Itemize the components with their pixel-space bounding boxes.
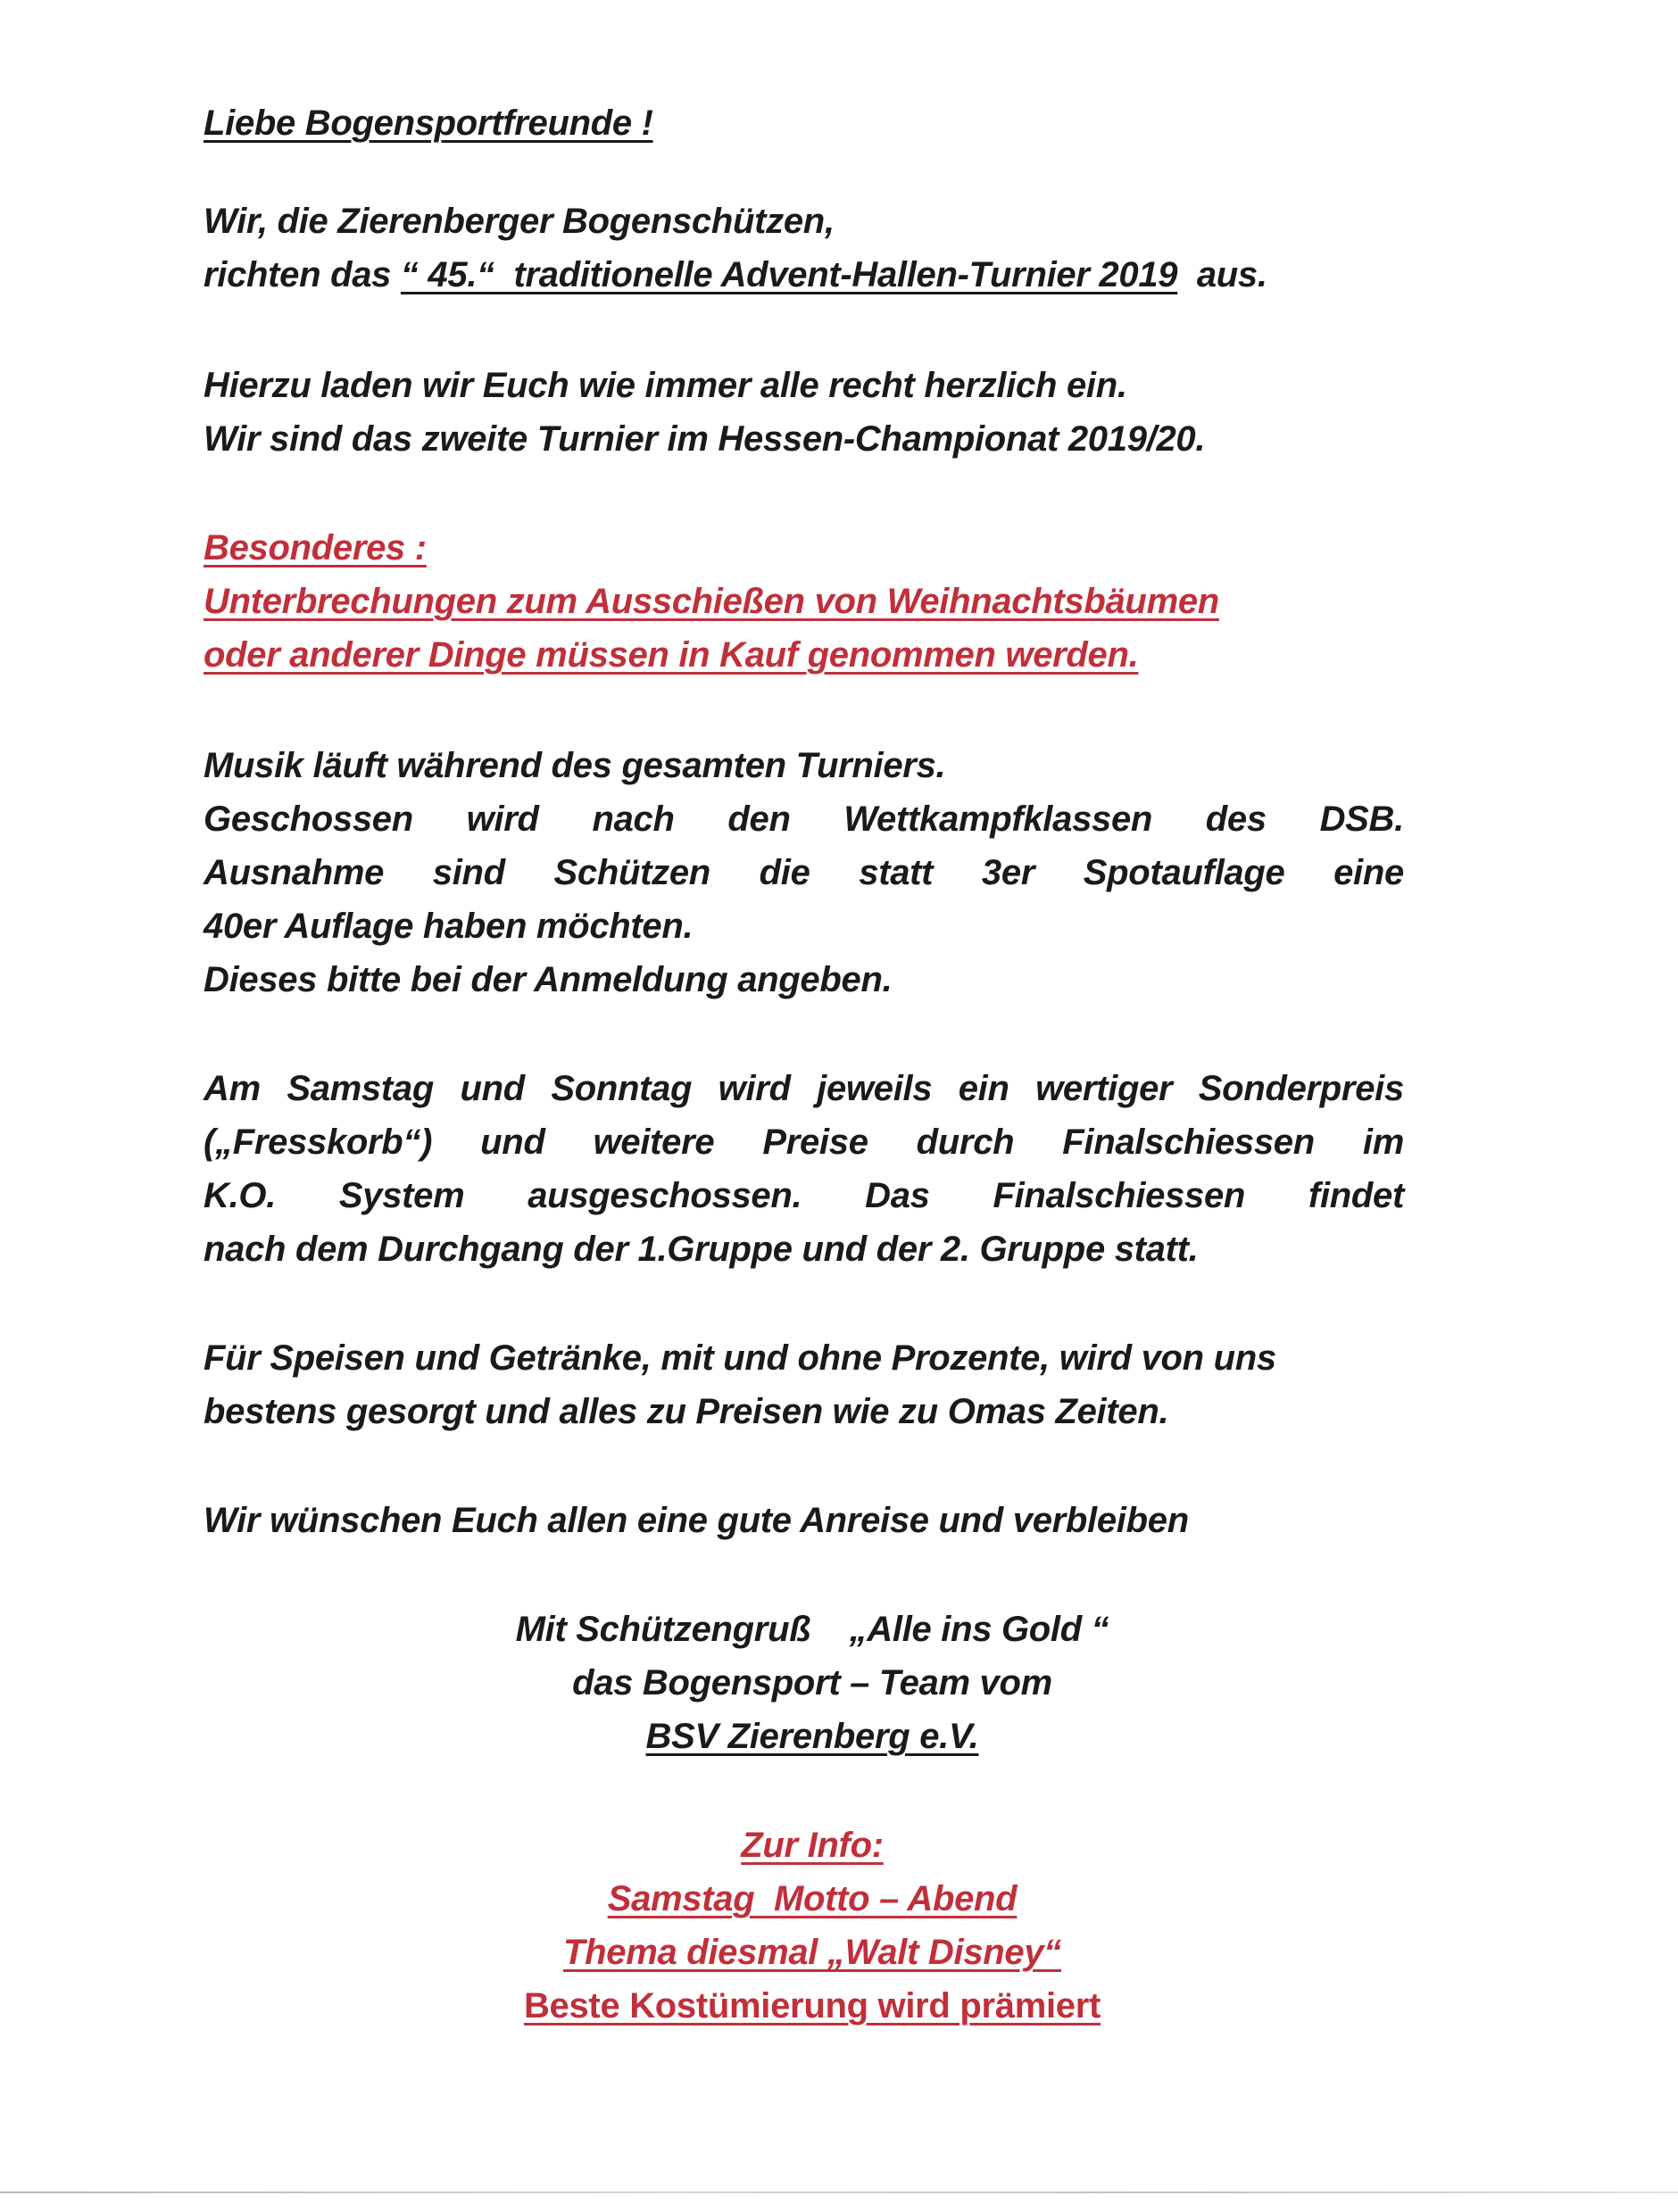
word: Schützen <box>553 853 710 892</box>
catering-line-2: bestens gesorgt und alles zu Preisen wie zu Omas Zeiten. <box>204 1392 1169 1431</box>
word: DSB. <box>1319 799 1404 839</box>
invitation-line-2: Wir sind das zweite Turnier im Hessen-Championat 2019/20. <box>204 419 1206 459</box>
word: Samstag <box>287 1069 434 1108</box>
word: und <box>460 1069 525 1108</box>
special-heading: Besonderes : <box>204 528 427 567</box>
info-heading <box>0 1822 1624 1868</box>
info-line-3 <box>0 1983 1624 2029</box>
word: statt <box>859 853 934 892</box>
info-line-1 <box>0 1876 1624 1922</box>
prizes-line-2 <box>204 1119 1404 1165</box>
rules-line-1: Musik läuft während des gesamten Turniers. <box>204 746 946 785</box>
word: Das <box>865 1176 930 1215</box>
tournament-title: “ 45.“ traditionelle Advent-Hallen-Turnier 2019 <box>400 255 1178 294</box>
word: im <box>1362 1123 1404 1162</box>
signature-line-2: das Bogensport – Team vom <box>572 1663 1052 1702</box>
word: nach <box>592 799 675 839</box>
signature-club <box>0 1713 1624 1760</box>
rules-line-3 <box>204 849 1404 896</box>
word: ausgeschossen. <box>527 1176 802 1215</box>
word: des <box>1205 799 1267 839</box>
word: und <box>480 1123 545 1162</box>
intro-line-2-suffix: aus. <box>1177 255 1267 294</box>
info-line-1-text: Samstag Motto – Abend <box>607 1879 1018 1918</box>
intro-line-1: Wir, die Zierenberger Bogenschützen, <box>204 202 835 241</box>
rules-line-2 <box>204 796 1404 842</box>
word: Finalschiessen <box>1062 1123 1315 1162</box>
word: Sonderpreis <box>1198 1069 1404 1108</box>
closing-line: Wir wünschen Euch allen eine gute Anreise und verbleiben <box>204 1501 1189 1540</box>
word: Ausnahme <box>204 853 385 892</box>
special-line-1: Unterbrechungen zum Ausschießen von Weihnachtsbäumen <box>204 582 1219 621</box>
special-line-2: oder anderer Dinge müssen in Kauf genommen werden. <box>204 635 1139 675</box>
word: den <box>727 799 791 839</box>
club-name: BSV Zierenberg e.V. <box>645 1717 979 1756</box>
catering-line-1: Für Speisen und Getränke, mit und ohne Prozente, wird von uns <box>204 1338 1276 1378</box>
word: wird <box>718 1069 791 1108</box>
intro-line-2 <box>204 252 1267 298</box>
word: die <box>759 853 810 892</box>
prizes-line-3 <box>204 1172 1404 1219</box>
word: eine <box>1333 853 1404 892</box>
prizes-line-4: nach dem Durchgang der 1.Gruppe und der 2. Gruppe statt. <box>204 1230 1199 1269</box>
word: wertiger <box>1035 1069 1173 1108</box>
word: findet <box>1308 1176 1404 1215</box>
invitation-line-1: Hierzu laden wir Euch wie immer alle recht herzlich ein. <box>204 366 1127 405</box>
word: durch <box>916 1123 1015 1162</box>
word: Am <box>204 1069 261 1108</box>
rules-line-4: 40er Auflage haben möchten. <box>204 907 694 946</box>
word: System <box>338 1176 465 1215</box>
word: sind <box>432 853 505 892</box>
intro-line-2-prefix: richten das <box>204 255 401 294</box>
word: Preise <box>762 1123 868 1162</box>
word: weitere <box>593 1123 715 1162</box>
word: Sonntag <box>551 1069 693 1108</box>
word: K.O. <box>204 1176 277 1215</box>
word: wird <box>466 799 539 839</box>
rules-line-5: Dieses bitte bei der Anmeldung angeben. <box>204 960 893 999</box>
info-line-2 <box>0 1929 1624 1976</box>
info-heading-text: Zur Info: <box>741 1826 884 1865</box>
word: Geschossen <box>204 799 413 839</box>
word: („Fresskorb“) <box>204 1123 433 1162</box>
word: Spotauflage <box>1083 853 1285 892</box>
word: 3er <box>981 853 1035 892</box>
word: ein <box>958 1069 1009 1108</box>
prizes-line-1 <box>204 1065 1404 1112</box>
salutation: Liebe Bogensportfreunde ! <box>204 104 653 143</box>
info-line-2-text: Thema diesmal „Walt Disney“ <box>562 1933 1061 1972</box>
word: Finalschiessen <box>993 1176 1246 1215</box>
word: jeweils <box>817 1069 933 1108</box>
signature-line-1: Mit Schützengruß „Alle ins Gold “ <box>515 1610 1109 1649</box>
info-line-3-text: Beste Kostümierung wird prämiert <box>523 1986 1101 2026</box>
scan-edge-line <box>0 2191 1678 2193</box>
word: Wettkampfklassen <box>843 799 1153 839</box>
